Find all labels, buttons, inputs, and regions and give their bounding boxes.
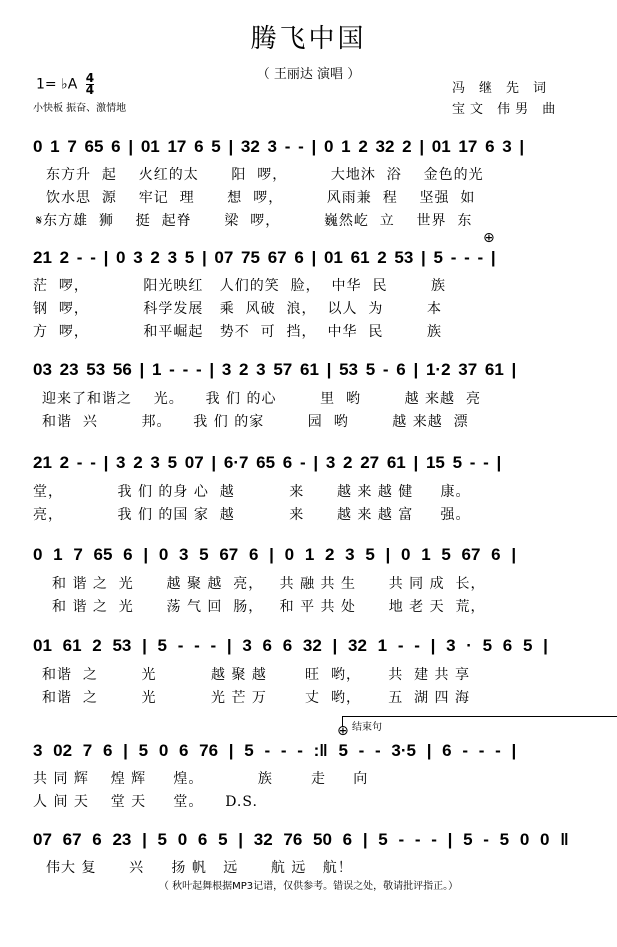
lyric-verse-2: 和谐 之 光 光 芒 万 丈 哟， 五 湖 四 海 [42, 690, 471, 706]
ending-bracket [342, 716, 617, 727]
lyric-verse-2: 饮水思 源 牢记 理 想 啰， 风雨兼 程 坚强 如 [46, 190, 476, 206]
lyric-verse-3: 方 啰， 和平崛起 势不 可 挡， 中华 民 族 [33, 324, 442, 340]
lyricist-credit: 冯继先词 [452, 81, 561, 96]
singer-credit: （ 王丽达 演唱 ） [256, 67, 361, 82]
lyric-verse-2: 钢 啰， 科学发展 乘 风破 浪， 以人 为 本 [33, 301, 442, 317]
song-title: 腾飞中国 [250, 24, 367, 54]
lyric-verse-1: 和 谐 之 光 越 聚 越 亮， 共 融 共 生 共 同 成 长， [52, 576, 486, 592]
lyric-verse-1: 堂， 我 们 的身 心 越 来 越 来 越 健 康。 [33, 484, 471, 500]
key-label: 1= ♭A [36, 76, 78, 93]
ending-label: 结束句 [352, 722, 382, 733]
lyric-verse-1: 和谐 之 光 越 聚 越 旺 哟， 共 建 共 享 [42, 667, 471, 683]
lyric-verse-3: 𝄋东方雄 狮 挺 起脊 梁 啰， 巍然屹 立 世界 东 [36, 213, 473, 229]
lyric-verse-1: 迎来了和谐之 光。 我 们 的心 里 哟 越 来越 亮 [42, 391, 481, 407]
notation-line: 07 67 6 23 | 5 0 6 5 | 32 76 50 6 | 5 - - - | 5 - 5 0 0 ‖ [33, 830, 569, 849]
notation-line: 01 61 2 53 | 5 - - - | 3 6 6 32 | 32 1 - - | 3 · 5 6 5 | [33, 636, 548, 655]
notation-line: 0 1 7 65 6 | 0 3 5 67 6 | 0 1 2 3 5 | 0 1 5 67 6 | [33, 545, 517, 564]
notation-line: 03 23 53 56 | 1 - - - | 3 2 3 57 61 | 53 5 - 6 | 1·2 37 61 | [33, 360, 517, 379]
lyric-verse-2: 和 谐 之 光 荡 气 回 肠， 和 平 共 处 地 老 天 荒， [52, 599, 486, 615]
tempo-marking: 小快板 振奋、激情地 [33, 103, 127, 114]
lyric-verse-2: 人 间 天 堂 天 堂。 D.S. [33, 794, 258, 810]
lyric-verse-2: 亮， 我 们 的国 家 越 来 越 来 越 富 强。 [33, 507, 471, 523]
key-signature [36, 73, 94, 96]
notation-line: 0 1 7 65 6 | 01 17 6 5 | 32 3 - - | 0 1 2 32 2 | 01 17 6 3 | [33, 137, 525, 156]
lyric-verse-1: 共 同 辉 煌 辉 煌。 族 走 向 [33, 771, 369, 787]
coda-icon: ⊕ [483, 230, 495, 246]
notation-line: 21 2 - - | 0 3 2 3 5 | 07 75 67 6 | 01 61 2 53 | 5 - - - | [33, 248, 496, 267]
lyric-verse-1: 东方升 起 火红的太 阳 啰， 大地沐 浴 金色的光 [46, 167, 484, 183]
lyric-verse-1: 茫 啰， 阳光映红 人们的笑 脸， 中华 民 族 [33, 278, 447, 294]
time-signature: $\frac{4}{4}$ [85, 71, 95, 97]
coda-icon: ⊕ [337, 723, 349, 739]
lyric-verse-2: 和谐 兴 邦。 我 们 的家 园 哟 越 来越 漂 [42, 414, 469, 430]
transcription-note: （ 秋叶起舞根据MP3记谱，仅供参考。错误之处，敬请批评指正。） [158, 881, 459, 892]
lyric-verse-1: 伟大 复 兴 扬 帆 远 航 远 航！ [46, 860, 353, 876]
composer-credit: 宝文 伟男 曲 [452, 102, 561, 117]
notation-line: 21 2 - - | 3 2 3 5 07 | 6·7 65 6 - | 3 2 27 61 | 15 5 - - | [33, 453, 502, 472]
notation-line: 3 02 7 6 | 5 0 6 76 | 5 - - - :‖ 5 - - 3·5 | 6 - - - | [33, 741, 517, 760]
